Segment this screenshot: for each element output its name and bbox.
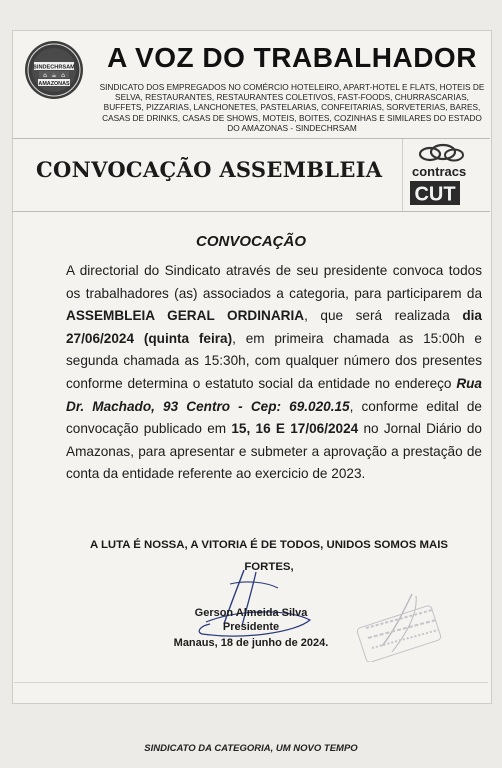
publication-dates: 15, 16 E 17/06/2024 bbox=[231, 421, 359, 437]
meeting-date: dia 27/06/2024 (quinta feira) bbox=[66, 308, 482, 346]
union-description: SINDICATO DOS EMPREGADOS NO COMÉRCIO HOTELEIRO, APART-HOTEL E FLATS, HOTEIS DE SELVA, RESTAURANTES, RESTAURANTES COLETIVOS, FAST-FOODS, CHURRASCARIAS, BUFFETS, PIZZARIAS, LANCHONETES, PASTELARIAS, CONFEITARIAS, SORVETERIAS, BARES, CASAS DE DRINKS, CASAS DE SHOWS, MOTEIS, BOITES, COZINHAS E SIMILARES DO ESTADO DO AMAZONAS - SINDECHRSAM bbox=[99, 82, 485, 133]
newsletter-title: A VOZ DO TRABALHADOR bbox=[107, 42, 477, 73]
signer-role: Presidente bbox=[222, 621, 280, 633]
signatory bbox=[0, 606, 502, 634]
notice-text: , conforme edital de convocação publicado em bbox=[66, 398, 482, 437]
notice-text: , em primeira chamada as 15:00h e segunda chamada as 15:30h, com qualquer número dos presentes conforme determina o estatuto social da entidade no endereço bbox=[66, 330, 482, 391]
cut-text: CUT bbox=[414, 183, 456, 206]
slogan: A LUTA É NOSSA, A VITORIA É DE TODOS, UNIDOS SOMOS MAIS FORTES, bbox=[90, 539, 448, 573]
page-title: CONVOCAÇÃO ASSEMBLEIA bbox=[36, 157, 383, 182]
svg-text:⌂: ⌂ bbox=[61, 72, 65, 79]
contracs-cut-logo bbox=[408, 143, 474, 209]
divider bbox=[12, 211, 490, 212]
logo-bottom-text: AMAZONAS bbox=[38, 80, 70, 87]
meeting-address: Rua Dr. Machado, 93 Centro - Cep: 69.020.15 bbox=[66, 375, 482, 414]
sindechrsam-logo bbox=[24, 40, 84, 100]
divider bbox=[14, 682, 488, 683]
footer-motto: SINDICATO DA CATEGORIA, UM NOVO TEMPO bbox=[144, 743, 358, 754]
divider bbox=[12, 138, 490, 139]
assembly-name: ASSEMBLEIA GERAL ORDINARIA bbox=[66, 308, 305, 324]
notice-text: A directorial do Sindicato através de seu presidente convoca todos os trabalhadores (as) associados a categoria, para participarem da bbox=[66, 263, 482, 301]
signer-name: Gerson Almeida Silva bbox=[194, 607, 308, 619]
place-and-date: Manaus, 18 de junho de 2024. bbox=[173, 637, 329, 649]
divider-vertical bbox=[402, 139, 403, 211]
contracs-text: contracs bbox=[412, 164, 467, 179]
notice-body bbox=[66, 260, 482, 486]
logo-top-text: SINDECHRSAM bbox=[33, 64, 75, 71]
notice-text: , que será realizada bbox=[304, 308, 463, 324]
notice-heading: CONVOCAÇÃO bbox=[195, 233, 306, 250]
svg-text:⌂: ⌂ bbox=[43, 72, 47, 79]
svg-text:☕: ☕ bbox=[51, 72, 57, 79]
notice-text: no Jornal Diário do Amazonas, para apresentar e submeter a aprovação a prestação de conta da entidade referente ao exercicio de 2023. bbox=[66, 421, 482, 482]
